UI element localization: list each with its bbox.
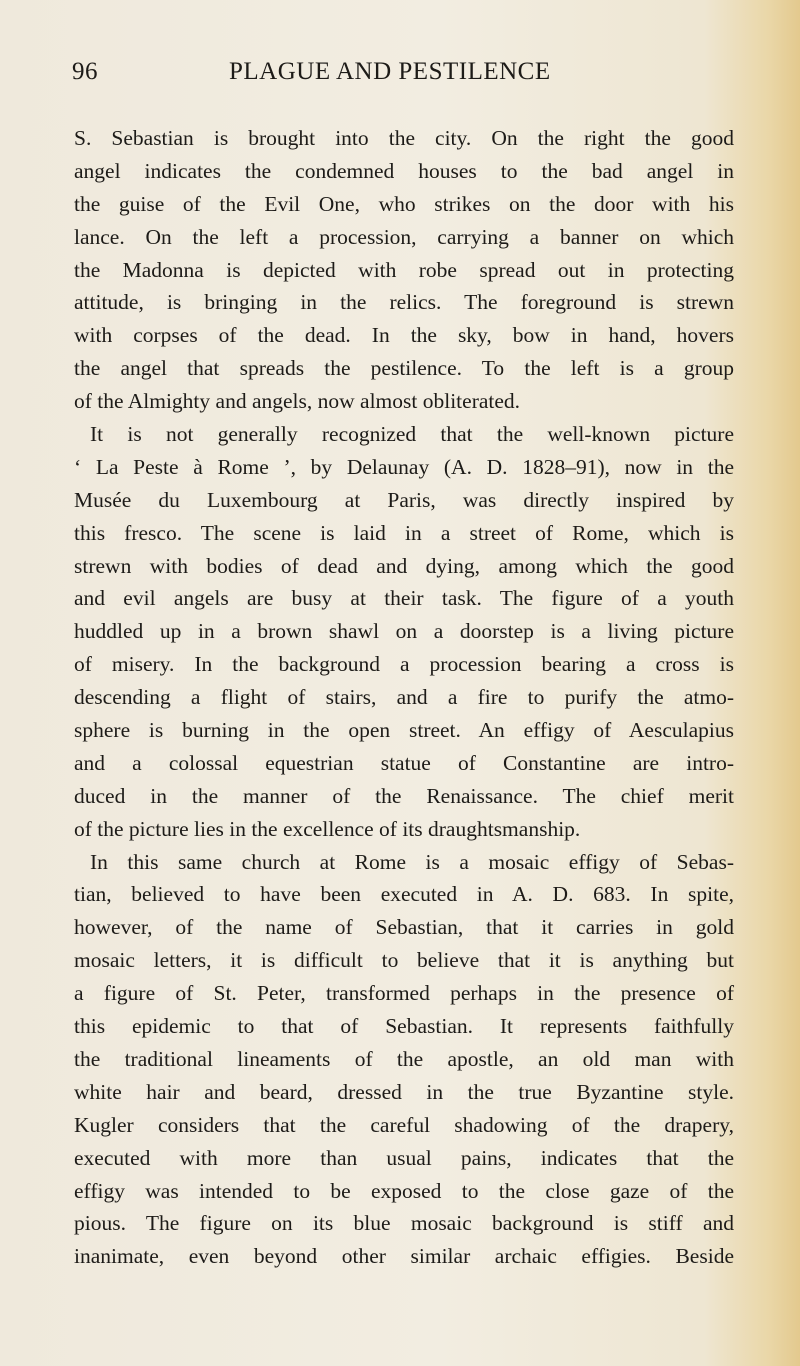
text-line: attitude, is bringing in the relics. The foreground is strewn [74, 290, 734, 315]
text-line: the angel that spreads the pestilence. To the left is a group [74, 356, 734, 381]
running-head: PLAGUE AND PESTILENCE [229, 58, 551, 85]
text-line: and evil angels are busy at their task. The figure of a youth [74, 586, 734, 611]
text-line: pious. The figure on its blue mosaic background is stiff and [74, 1211, 734, 1236]
book-page [74, 58, 734, 1273]
text-line: Kugler considers that the careful shadowing of the drapery, [74, 1112, 734, 1137]
text-line: the Madonna is depicted with robe spread out in protecting [74, 257, 734, 282]
text-line: angel indicates the condemned houses to the bad angel in [74, 158, 734, 183]
text-line: ‘ La Peste à Rome ’, by Delaunay (A. D. 1828–91), now in the [74, 454, 734, 479]
text-line: lance. On the left a procession, carrying a banner on which [74, 224, 734, 249]
text-line: It is not generally recognized that the well-known picture [90, 422, 734, 447]
text-line: of misery. In the background a procession bearing a cross is [74, 652, 734, 677]
text-line: white hair and beard, dressed in the true Byzantine style. [74, 1079, 734, 1104]
text-line: huddled up in a brown shawl on a doorstep is a living picture [74, 619, 734, 644]
text-line: this epidemic to that of Sebastian. It represents faithfully [74, 1014, 734, 1039]
text-line: duced in the manner of the Renaissance. The chief merit [74, 783, 734, 808]
text-line: and a colossal equestrian statue of Constantine are intro- [74, 750, 734, 775]
text-line: Musée du Luxembourg at Paris, was directly inspired by [74, 487, 734, 512]
text-line: executed with more than usual pains, indicates that the [74, 1145, 734, 1170]
text-line: effigy was intended to be exposed to the close gaze of the [74, 1178, 734, 1203]
text-line: of the Almighty and angels, now almost obliterated. [74, 389, 521, 414]
text-line: of the picture lies in the excellence of its draughtsmanship. [74, 816, 581, 841]
text-line: a figure of St. Peter, transformed perhaps in the presence of [74, 981, 734, 1006]
text-line: descending a flight of stairs, and a fire to purify the atmo- [74, 685, 734, 710]
text-line: however, of the name of Sebastian, that it carries in gold [74, 915, 734, 940]
text-line: this fresco. The scene is laid in a street of Rome, which is [74, 520, 734, 545]
text-line: mosaic letters, it is difficult to believe that it is anything but [74, 948, 734, 973]
text-line: the guise of the Evil One, who strikes on the door with his [74, 191, 734, 216]
text-line: S. Sebastian is brought into the city. On the right the good [74, 126, 734, 150]
text-line: the traditional lineaments of the apostle, an old man with [74, 1046, 734, 1071]
page-number: 96 [72, 58, 98, 85]
page-header [74, 58, 734, 98]
text-line: inanimate, even beyond other similar archaic effigies. Beside [74, 1244, 734, 1269]
text-line: sphere is burning in the open street. An effigy of Aesculapius [74, 718, 734, 743]
text-line: tian, believed to have been executed in A. D. 683. In spite, [74, 882, 734, 907]
body-text [74, 122, 734, 1273]
text-line: In this same church at Rome is a mosaic effigy of Sebas- [90, 849, 734, 874]
text-line: with corpses of the dead. In the sky, bow in hand, hovers [74, 323, 734, 348]
text-line: strewn with bodies of dead and dying, among which the good [74, 553, 734, 578]
